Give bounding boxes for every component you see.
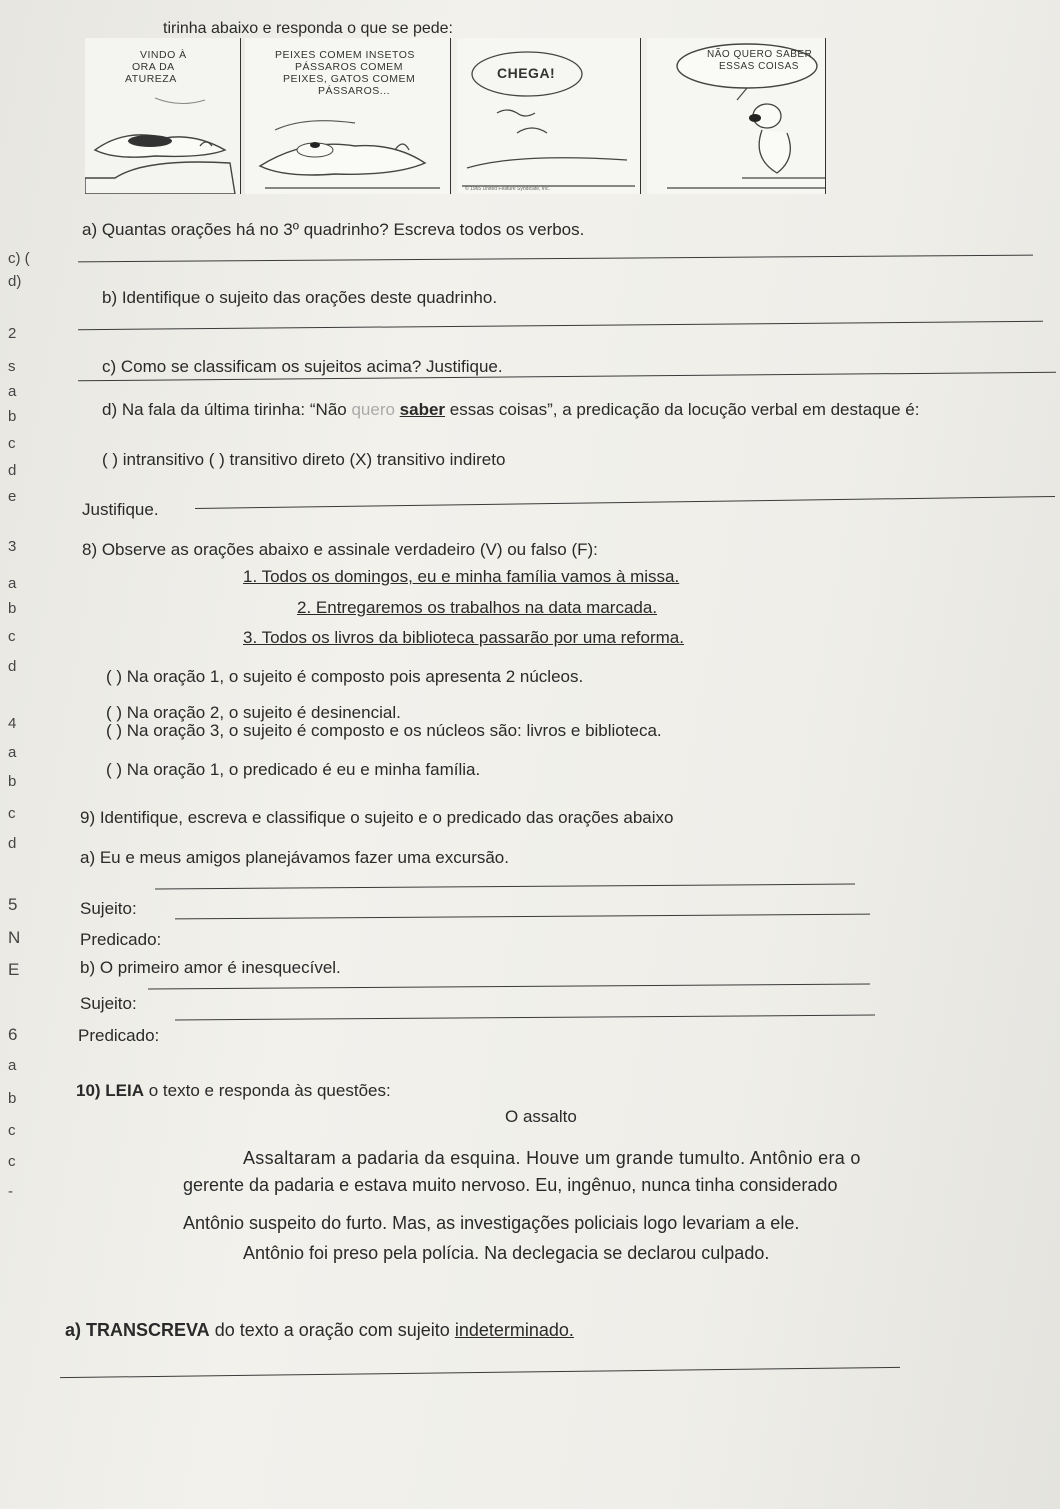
snoopy-doghouse-drawing xyxy=(85,38,240,194)
q10-a xyxy=(65,1320,574,1341)
margin-note: b xyxy=(8,773,17,790)
snoopy-waking-drawing xyxy=(457,38,640,194)
q9-a: a) Eu e meus amigos planejávamos fazer uma excursão. xyxy=(80,848,509,867)
question-7a xyxy=(82,220,584,240)
panel1-line3: ATUREZA xyxy=(125,73,177,85)
margin-note: c xyxy=(8,1153,16,1170)
q7d-prefix: d) Na fala da última tirinha: “Não xyxy=(102,400,352,419)
margin-note: N xyxy=(8,928,21,947)
answer-line xyxy=(175,914,870,920)
margin-note: c xyxy=(8,435,16,452)
snoopy-sleeping-drawing xyxy=(245,38,450,194)
margin-note: 2 xyxy=(8,325,17,342)
panel1-line1: VINDO À xyxy=(140,49,187,61)
q8-sentence-1: 1. Todos os domingos, eu e minha família vamos à missa. xyxy=(243,567,680,586)
q9-b: b) O primeiro amor é inesquecível. xyxy=(80,958,341,977)
q10a-underlined: indeterminado. xyxy=(454,1320,574,1340)
margin-note: d xyxy=(8,658,17,675)
q8-item-4: ( ) Na oração 1, o predicado é eu e minha família. xyxy=(106,760,481,779)
margin-note: a xyxy=(8,744,17,761)
story-line-4: Antônio foi preso pela polícia. Na declegacia se declarou culpado. xyxy=(243,1243,770,1263)
margin-note: d) xyxy=(8,273,22,290)
q9-b-subject: Sujeito: xyxy=(80,994,137,1013)
margin-note: e xyxy=(8,488,17,505)
answer-line xyxy=(195,496,1055,509)
answer-line xyxy=(78,321,1043,330)
question-7c: c) Como se classificam os sujeitos acima? Justifique. xyxy=(102,357,503,376)
question-7b: b) Identifique o sujeito das orações deste quadrinho. xyxy=(102,288,498,307)
q7d-justify: Justifique. xyxy=(82,500,159,519)
q8-item-3: ( ) Na oração 3, o sujeito é composto e os núcleos são: livros e biblioteca. xyxy=(106,721,662,740)
q8-item-2: ( ) Na oração 2, o sujeito é desinencial. xyxy=(106,703,401,722)
q8-sentence-3: 3. Todos os livros da biblioteca passarão por uma reforma. xyxy=(243,628,684,647)
intro-text: tirinha abaixo e responda o que se pede: xyxy=(163,20,453,37)
panel2-line2: PÁSSAROS COMEM xyxy=(295,61,403,73)
story-title: O assalto xyxy=(505,1107,577,1126)
q10-title-rest: o texto e responda às questões: xyxy=(144,1081,391,1100)
margin-note: s xyxy=(8,358,16,375)
answer-line xyxy=(155,884,855,890)
margin-note: d xyxy=(8,462,17,479)
margin-note: a xyxy=(8,575,17,592)
panel4-line1: NÃO QUERO SABER xyxy=(707,49,813,60)
question-9-title: 9) Identifique, escreva e classifique o sujeito e o predicado das orações abaixo xyxy=(80,808,674,827)
q9-b-predicate: Predicado: xyxy=(78,1026,160,1045)
q7d-suffix: essas coisas”, a predicação da locução verbal em destaque é: xyxy=(445,400,920,419)
margin-note: c xyxy=(8,628,16,645)
panel1-line2: ORA DA xyxy=(132,61,175,73)
q7a-suffix: quadrinho? Escreva todos os verbos. xyxy=(298,220,585,239)
panel3-copyright: © 1965 United Feature Syndicate, Inc. xyxy=(465,186,550,192)
q7a-ordinal: 3º xyxy=(283,220,299,239)
margin-note: - xyxy=(8,1183,13,1200)
question-8-title: 8) Observe as orações abaixo e assinale verdadeiro (V) ou falso (F): xyxy=(82,540,598,559)
comic-panel-2 xyxy=(245,38,451,194)
q9-a-subject: Sujeito: xyxy=(80,899,137,918)
panel4-line2: ESSAS COISAS xyxy=(719,61,799,72)
q7d-options: ( ) intransitivo ( ) transitivo direto (X) transitivo indireto xyxy=(102,450,506,469)
margin-note: c xyxy=(8,1122,16,1139)
margin-note: 4 xyxy=(8,715,17,732)
story-line-3: Antônio suspeito do furto. Mas, as investigações policiais logo levariam a ele. xyxy=(183,1213,800,1233)
answer-line xyxy=(78,255,1033,263)
margin-note: a xyxy=(8,383,17,400)
q8-item-1: ( ) Na oração 1, o sujeito é composto pois apresenta 2 núcleos. xyxy=(106,667,584,686)
panel3-text: CHEGA! xyxy=(497,65,556,81)
panel2-line4: PÁSSAROS... xyxy=(318,85,391,97)
margin-note: b xyxy=(8,1090,17,1107)
margin-note: 6 xyxy=(8,1025,18,1044)
question-10-title xyxy=(76,1081,391,1101)
comic-panel-4 xyxy=(647,38,826,194)
q9-a-predicate: Predicado: xyxy=(80,930,162,949)
q10a-rest: do texto a oração com sujeito xyxy=(209,1320,455,1340)
q7d-saber: saber xyxy=(399,400,446,419)
comic-strip xyxy=(85,38,825,196)
answer-line xyxy=(60,1367,900,1378)
q7a-prefix: a) Quantas orações há no xyxy=(82,220,284,239)
margin-note: a xyxy=(8,1057,17,1074)
margin-note: b xyxy=(8,408,17,425)
answer-line xyxy=(175,1015,875,1021)
answer-line xyxy=(148,983,870,989)
panel2-line1: PEIXES COMEM INSETOS xyxy=(275,49,415,61)
margin-note: d xyxy=(8,835,17,852)
margin-note: 3 xyxy=(8,538,17,555)
panel2-line3: PEIXES, GATOS COMEM xyxy=(283,73,416,85)
q7d-quero: quero xyxy=(351,400,395,419)
margin-note: c xyxy=(8,805,16,822)
margin-note: E xyxy=(8,960,20,979)
q10a-bold: a) TRANSCREVA xyxy=(65,1320,210,1340)
story-line-2: gerente da padaria e estava muito nervoso. Eu, ingênuo, nunca tinha considerado xyxy=(183,1175,838,1195)
q10-title-bold: 10) LEIA xyxy=(76,1081,145,1100)
margin-note: c) ( xyxy=(8,250,30,267)
comic-panel-3 xyxy=(457,38,641,194)
margin-note: 5 xyxy=(8,895,18,914)
story-line-1: Assaltaram a padaria da esquina. Houve um grande tumulto. Antônio era o xyxy=(243,1148,861,1168)
comic-panel-1 xyxy=(85,38,241,194)
question-7d xyxy=(102,400,919,420)
q8-sentence-2: 2. Entregaremos os trabalhos na data marcada. xyxy=(297,598,658,617)
margin-note: b xyxy=(8,600,17,617)
